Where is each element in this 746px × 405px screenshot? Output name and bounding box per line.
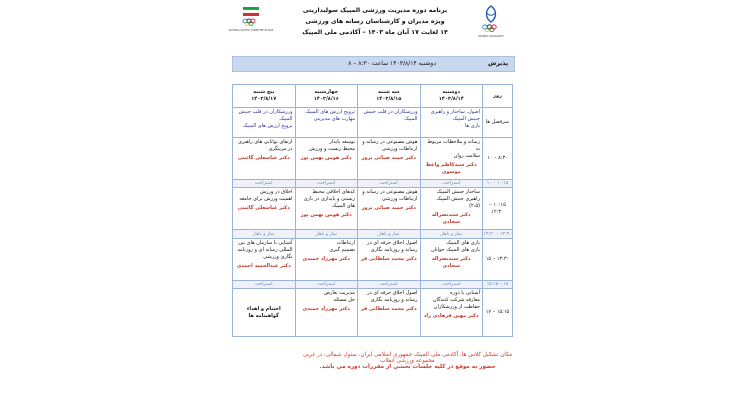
instructor-name: دکتر مهین فرهادی زاد: [423, 313, 479, 320]
topic-line: حل مسئله: [333, 297, 355, 304]
instructor-name: دکتر حمید ضیائی پرور: [361, 154, 416, 161]
heading-line: ورزشکاران در قلب جنبش المپیک: [363, 109, 418, 123]
topic-line: محیط زیست و ورزش: [309, 145, 355, 152]
break-time: ۱۰:۱۵ – ۱۰: [483, 179, 513, 187]
day-header-row: [233, 85, 513, 108]
session-cell: [295, 238, 358, 280]
break-time: ۱۵ – ۱۵:۱۵: [483, 281, 513, 289]
topic-line: تصمیم گیری: [329, 246, 355, 253]
session-cell: [295, 289, 358, 337]
day-date: ۱۴۰۳/۸/۱۷: [251, 96, 277, 103]
session-time: ۸:۳۰ – ۱۰: [483, 137, 513, 179]
session-row: [233, 188, 513, 230]
session-cell: [233, 188, 296, 230]
session-cell: [420, 188, 483, 230]
topic-line: اصول اخلاق حرفه ای در: [367, 239, 418, 246]
topic-line: اهمیت ورزش برای جامعه: [239, 196, 293, 203]
attendance-note: حضور به موقع در کلیه جلسات بخشی از مقررات دوره می باشد.: [319, 364, 496, 370]
title-line-3: ۱۴ لغایت ۱۷ آبان ماه ۱۴۰۳ – آکادمی ملی المپیک: [302, 29, 448, 36]
title-line-1: برنامه دوره مدیریت ورزشی المپیک سولیداریتی: [302, 7, 448, 14]
topic-line: مدیریت تعارض: [323, 290, 355, 297]
session-cell: [233, 238, 296, 280]
instructor-name: دکتر عبدالحمید احمدی: [236, 262, 291, 269]
instructor-name: دکتر سیدنصراله سجادی: [431, 212, 471, 226]
topic-line: آشنایی با دوره: [450, 290, 480, 297]
heading-line: مهارت های مدیریتی: [313, 116, 355, 123]
headings-label: سرفصل ها: [483, 108, 513, 138]
day-4-header: [233, 85, 296, 108]
day-3-header: [295, 85, 358, 108]
break-cell: استراحت: [295, 281, 358, 289]
closing-ceremony-cell: اختتام و اهداء گواهینامه ها: [233, 289, 296, 337]
topic-line: ارتباطات ورزشی: [381, 196, 418, 203]
venue-note: مکان تشکیل کلاس ها: آکادمی ملی المپیک جمهوری اسلامی ایران، سئول شمالی، در غربی مجموعه ورزشی انقلاب: [302, 352, 513, 364]
page-title: [290, 5, 460, 38]
topic-line: در مربیگری: [268, 145, 293, 152]
session-cell: [233, 137, 296, 179]
lunch-cell: نماز و ناهار: [420, 230, 483, 238]
session-row: [233, 137, 513, 179]
topic-line: ارتباطات ورزشی: [381, 145, 418, 152]
session-row: [233, 238, 513, 280]
day-name: چهارشنبه: [314, 89, 339, 96]
schedule-table: [232, 84, 513, 337]
topic-line: اصول اخلاق حرفه ای در: [367, 290, 418, 297]
day-date: ۱۴۰۳/۸/۱۴: [438, 96, 464, 103]
session-cell: [420, 137, 483, 179]
instructor-name: دکتر عباسعلی گائینی: [237, 154, 290, 161]
topic-line: ارتباطات: [336, 239, 355, 246]
time-header-label: روز: [493, 92, 502, 99]
lunch-cell: نماز و ناهار: [358, 230, 421, 238]
heading-cell: [233, 108, 296, 138]
topic-line: کدهای اخلاقی محیط: [312, 189, 355, 196]
time-header: [483, 85, 513, 108]
session-cell: [295, 137, 358, 179]
day-name: دوشنبه: [442, 89, 461, 96]
break-cell: استراحت: [233, 179, 296, 187]
topic-line: بازی های المپیک جوانان: [430, 246, 480, 253]
instructor-name: دکتر مهرزاد حمیدی: [302, 306, 350, 313]
topic-line: (۲،۵): [469, 203, 480, 210]
reception-banner: [232, 56, 515, 72]
topic-line: هوش مصنوعی در رسانه و: [362, 189, 418, 196]
lunch-row: [233, 230, 513, 238]
instructor-name: دکتر حمید ضیائی پرور: [361, 205, 416, 212]
session-cell: [420, 238, 483, 280]
break-row: [233, 179, 513, 187]
day-date: ۱۴۰۳/۸/۱۶: [313, 96, 339, 103]
day-1-header: [420, 85, 483, 108]
break-row: [233, 281, 513, 289]
olympic-solidarity-logo: [478, 4, 504, 42]
session-cell: [358, 188, 421, 230]
lunch-time: ۱۲:۳۰ – ۱۳:۳۰: [483, 231, 512, 237]
instructor-name: دکتر محمد سلطانی فر: [360, 255, 417, 262]
topic-line: راهبری جنبش المپیک: [436, 196, 480, 203]
session-cell: [420, 289, 483, 337]
lunch-cell: نماز و ناهار: [295, 230, 358, 238]
instructor-name: دکتر سیدکاظم واعظ موسوی: [425, 161, 477, 175]
session-row: [233, 289, 513, 337]
topic-line: آشنایی با سازمان های بین: [238, 239, 293, 246]
lunch-cell: نماز و ناهار: [233, 230, 296, 238]
heading-cell: [295, 108, 358, 138]
instructor-name: دکتر هومن بهمن پور: [300, 154, 352, 161]
headings-row: [233, 108, 513, 138]
instructor-name: دکتر عباسعلی گائینی: [237, 205, 290, 212]
heading-line: اصول، ساختار و راهبری جنبش المپیک: [430, 109, 480, 123]
break-cell: استراحت: [358, 281, 421, 289]
topic-line: رسانه و روزنامه نگاری: [370, 246, 418, 253]
break-cell: استراحت: [295, 179, 358, 187]
topic-line: ساختار جنبش المپیک: [436, 189, 480, 196]
topic-line: های المپیک: [332, 203, 355, 210]
session-cell: [295, 188, 358, 230]
topic-line: رسانه و روزنامه نگاری: [370, 297, 418, 304]
topic-line: المللی رسانه ای و روزنامه: [237, 246, 293, 253]
break-cell: استراحت: [420, 281, 483, 289]
topic-line: توسعه پایدار: [329, 138, 355, 145]
topic-line: بازی های المپیک: [446, 239, 480, 246]
topic-line: نگاری ورزشی: [263, 253, 293, 260]
topic-line: زیستی و پایداری در بازی: [303, 196, 355, 203]
session-cell: [358, 289, 421, 337]
day-name: پنج شنبه: [253, 89, 275, 96]
instructor-name: دکتر محمد سلطانی فر: [360, 306, 417, 313]
reception-datetime: دوشنبه ۱۴۰۳/۸/۱۴ ساعت ۸:۳۰ – ۸: [348, 60, 436, 67]
heading-cell: [358, 108, 421, 138]
day-date: ۱۴۰۳/۸/۱۵: [376, 96, 402, 103]
session-time: ۱۰:۱۵ – ۱۲:۳۰: [483, 188, 513, 230]
break-cell: استراحت: [358, 179, 421, 187]
topic-line: رسانه و ملاحظات مربوط به: [427, 138, 480, 152]
instructor-name: دکتر هومن بهمن پور: [300, 212, 352, 219]
session-time: ۱۳:۳۰ – ۱۵: [483, 238, 513, 280]
reception-label: پذیرش: [488, 60, 508, 67]
instructor-name: دکتر سیدنصراله سجادی: [431, 255, 471, 269]
session-cell: [358, 137, 421, 179]
topic-line: ارتقای توانایی های راهبری: [238, 138, 293, 145]
day-2-header: [358, 85, 421, 108]
session-cell: [358, 238, 421, 280]
topic-line: معارفه شرکت کنندگان: [432, 297, 480, 304]
heading-line: بازی ها: [465, 123, 480, 130]
topic-line: هوش مصنوعی در رسانه و: [362, 138, 418, 145]
day-name: سه شنبه: [377, 89, 400, 96]
heading-line: ورزشکاران در قلب جنبش المپیک: [238, 109, 293, 123]
topic-line: سلامت روان: [453, 152, 480, 159]
heading-line: ترویج ارزش های المپیک: [242, 123, 293, 130]
session-time: ۱۵:۱۵ – ۱۷: [483, 289, 513, 337]
heading-line: ترویج ارزش های المپیک: [305, 109, 355, 116]
noc-logo-text: NATIONAL OLYMPIC COMMITTEE OF IRAN: [228, 29, 274, 32]
noc-iran-logo: [228, 5, 274, 39]
topic-line: اخلاق در ورزش: [259, 189, 293, 196]
break-cell: استراحت: [233, 281, 296, 289]
instructor-name: دکتر مهرزاد حمیدی: [302, 255, 350, 262]
heading-cell: [420, 108, 483, 138]
title-line-2: ویژه مدیران و کارشناسان رسانه های ورزشی: [305, 18, 445, 25]
topic-line: حفاظت از ورزشکاران: [433, 304, 480, 311]
break-cell: استراحت: [420, 179, 483, 187]
os-logo-text: OLYMPIC SOLIDARITY: [477, 35, 505, 38]
